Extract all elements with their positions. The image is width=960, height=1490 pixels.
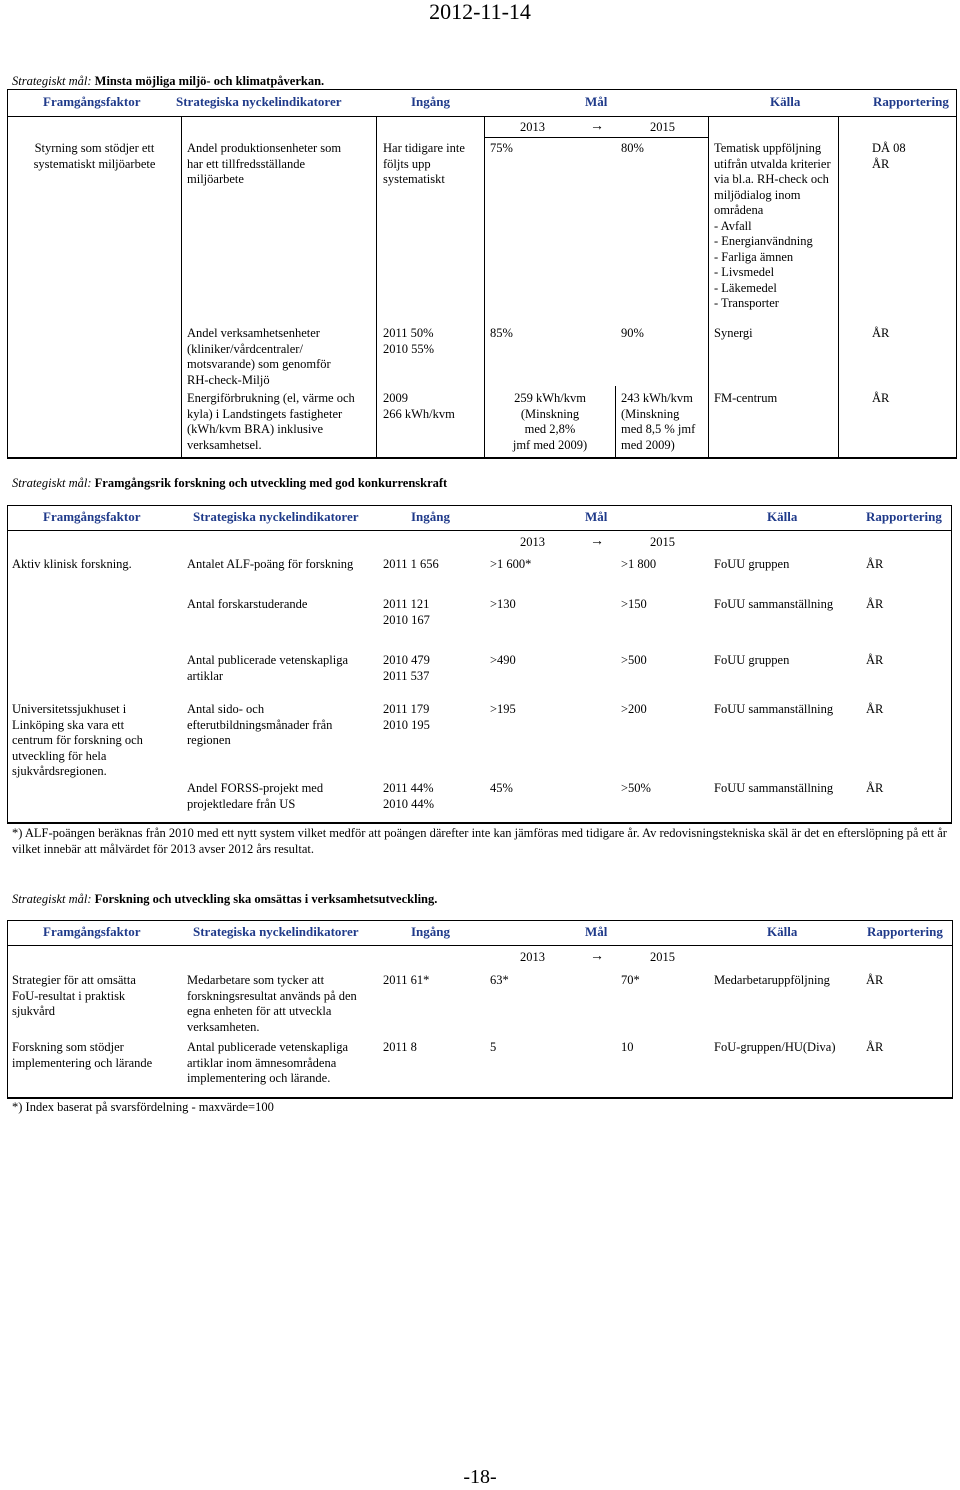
goal-label: Strategiskt mål: [12, 74, 92, 88]
col-header-kalla: Källa [767, 924, 798, 939]
section3-goal [12, 892, 437, 907]
s2r4-mal-2015: >200 [621, 702, 647, 716]
arrow-right-icon: → [590, 119, 604, 134]
col-header-kalla: Källa [770, 94, 801, 109]
s1r2-ingang: 2011 50% 2010 55% [383, 326, 435, 356]
s3r1-faktor: Strategier för att omsätta FoU-resultat i praktisk sjukvård [12, 973, 136, 1018]
s2r3-indikator: Antal publicerade vetenskapliga artiklar [187, 653, 349, 683]
col-header-nyckelindikatorer: Strategiska nyckelindikatorer [193, 924, 359, 939]
s3r2-rapportering: ÅR [866, 1040, 884, 1054]
s2r4-rapportering: ÅR [866, 702, 884, 716]
s3r2-kalla: FoU-gruppen/HU(Diva) [714, 1040, 836, 1054]
year-2015: 2015 [650, 950, 675, 964]
s1r1-mal-2015: 80% [621, 141, 644, 155]
s2r3-mal-2013: >490 [490, 653, 516, 667]
s1r3-rapportering: ÅR [872, 391, 890, 405]
s2r2-ingang: 2011 121 2010 167 [383, 597, 430, 627]
s3r2-ingang: 2011 8 [383, 1040, 417, 1054]
s1r2-mal-2015: 90% [621, 326, 644, 340]
col-header-ingang: Ingång [411, 509, 451, 524]
s2r4-mal-2013: >195 [490, 702, 516, 716]
s1r1-rapportering: DÅ 08 ÅR [872, 141, 906, 171]
s2r3-rapportering: ÅR [866, 653, 884, 667]
col-header-nyckelindikatorer: Strategiska nyckelindikatorer [176, 94, 342, 109]
s1r1-indikator: Andel produktionsenheter som har ett tillfredsställande miljöarbete [187, 141, 342, 186]
s1r1-kalla: Tematisk uppföljning utifrån utvalda kriterier via bl.a. RH-check och miljödialog inom områdena - Avfall - Energianvändning - Farliga ämnen - Livsmedel - Läkemedel - Transporter [714, 141, 831, 310]
page-date: 2012-11-14 [429, 0, 531, 24]
s2r1-indikator: Antalet ALF-poäng för forskning [187, 557, 354, 571]
s2r5-ingang: 2011 44% 2010 44% [383, 781, 435, 811]
s2r1-faktor: Aktiv klinisk forskning. [12, 557, 132, 571]
s2r2-kalla: FoUU sammanställning [714, 597, 834, 611]
col-header-rapportering: Rapportering [867, 924, 943, 939]
col-header-mal: Mål [585, 509, 608, 524]
arrow-right-icon: → [590, 534, 604, 549]
s2r1-mal-2015: >1 800 [621, 557, 657, 571]
s2r5-kalla: FoUU sammanställning [714, 781, 834, 795]
goal-label: Strategiskt mål: [12, 476, 92, 490]
s2r1-kalla: FoUU gruppen [714, 557, 790, 571]
s3r1-kalla: Medarbetaruppföljning [714, 973, 830, 987]
s3r2-mal-2015: 10 [621, 1040, 634, 1054]
s3r1-rapportering: ÅR [866, 973, 884, 987]
goal-text: Forskning och utveckling ska omsättas i verksamhetsutveckling. [91, 892, 438, 906]
col-header-framgangsfaktor: Framgångsfaktor [43, 924, 141, 939]
col-header-rapportering: Rapportering [866, 509, 942, 524]
s2r4-indikator: Antal sido- och efterutbildningsmånader från regionen [187, 702, 333, 747]
col-header-kalla: Källa [767, 509, 798, 524]
arrow-right-icon: → [590, 949, 604, 964]
s1r1-faktor: Styrning som stödjer ett systematiskt miljöarbete [33, 141, 156, 171]
col-header-ingang: Ingång [411, 94, 451, 109]
s3r1-mal-2015: 70* [621, 973, 640, 987]
s2r3-ingang: 2010 479 2011 537 [383, 653, 430, 683]
year-2013: 2013 [520, 535, 545, 549]
year-2015: 2015 [650, 120, 675, 134]
s3r1-indikator: Medarbetare som tycker att forskningsresultat används på den egna enheten för att utveckla verksamheten. [187, 973, 357, 1034]
s2r2-mal-2015: >150 [621, 597, 647, 611]
section2-goal [12, 476, 447, 491]
year-2013: 2013 [520, 120, 545, 134]
page-number: -18- [463, 1466, 497, 1488]
col-header-mal: Mål [585, 924, 608, 939]
s3r2-indikator: Antal publicerade vetenskapliga artiklar inom ämnesområdena implementering och lärande. [187, 1040, 349, 1085]
year-2015: 2015 [650, 535, 675, 549]
col-header-nyckelindikatorer: Strategiska nyckelindikatorer [193, 509, 359, 524]
s3r2-mal-2013: 5 [490, 1040, 497, 1054]
s1r3-mal-2015: 243 kWh/kvm (Minskning med 8,5 % jmf med 2009) [621, 391, 696, 452]
goal-text: Framgångsrik forskning och utveckling med god konkurrenskraft [91, 476, 448, 490]
s1r3-ingang: 2009 266 kWh/kvm [383, 391, 455, 421]
s2r3-mal-2015: >500 [621, 653, 647, 667]
goal-label: Strategiskt mål: [12, 892, 92, 906]
s1r2-indikator: Andel verksamhetsenheter (kliniker/vårdcentraler/ motsvarande) som genomför RH-check-Miljö [187, 326, 331, 387]
s3r1-ingang: 2011 61* [383, 973, 430, 987]
s1r1-ingang: Har tidigare inte följts upp systematiskt [383, 141, 465, 186]
s2r3-kalla: FoUU gruppen [714, 653, 790, 667]
s2r5-indikator: Andel FORSS-projekt med projektledare från US [187, 781, 324, 811]
s2r5-mal-2015: >50% [621, 781, 651, 795]
s1r1-mal-2013: 75% [490, 141, 513, 155]
section2-footnote: *) ALF-poängen beräknas från 2010 med ett nytt system vilket medför att poängen därefter inte kan jämföras med tidigare år. Av redovisningstekniska skäl är det en efterslöpning på ett år vilket innebär att målvärdet för 2013 avser 2012 års resultat. [12, 826, 947, 856]
s1r2-rapportering: ÅR [872, 326, 890, 340]
s2r1-ingang: 2011 1 656 [383, 557, 439, 571]
section1-goal [12, 74, 324, 89]
s2r1-rapportering: ÅR [866, 557, 884, 571]
s2r1-mal-2013: >1 600* [490, 557, 532, 571]
goal-text: Minsta möjliga miljö- och klimatpåverkan. [91, 74, 325, 88]
s2r2-indikator: Antal forskarstuderande [187, 597, 308, 611]
col-header-mal: Mål [585, 94, 608, 109]
s1r3-kalla: FM-centrum [714, 391, 778, 405]
s2r5-mal-2013: 45% [490, 781, 513, 795]
col-header-framgangsfaktor: Framgångsfaktor [43, 509, 141, 524]
s1r2-kalla: Synergi [714, 326, 753, 340]
s2r4-ingang: 2011 179 2010 195 [383, 702, 430, 732]
col-header-rapportering: Rapportering [873, 94, 949, 109]
s2r4-kalla: FoUU sammanställning [714, 702, 834, 716]
s2r2-rapportering: ÅR [866, 597, 884, 611]
s1r2-mal-2013: 85% [490, 326, 513, 340]
s2r5-rapportering: ÅR [866, 781, 884, 795]
s2r4-faktor: Universitetssjukhuset i Linköping ska vara ett centrum för forskning och utveckling för hela sjukvårdsregionen. [12, 702, 143, 778]
s3r1-mal-2013: 63* [490, 973, 509, 987]
year-2013: 2013 [520, 950, 545, 964]
s2r2-mal-2013: >130 [490, 597, 516, 611]
s1r3-indikator: Energiförbrukning (el, värme och kyla) i Landstingets fastigheter (kWh/kvm BRA) inklusive verksamhetsel. [187, 391, 355, 452]
s1r3-mal-2013: 259 kWh/kvm (Minskning med 2,8% jmf med 2009) [512, 391, 588, 452]
col-header-ingang: Ingång [411, 924, 451, 939]
col-header-framgangsfaktor: Framgångsfaktor [43, 94, 141, 109]
s3r2-faktor: Forskning som stödjer implementering och lärande [12, 1040, 153, 1070]
section3-footnote: *) Index baserat på svarsfördelning - maxvärde=100 [12, 1100, 274, 1114]
